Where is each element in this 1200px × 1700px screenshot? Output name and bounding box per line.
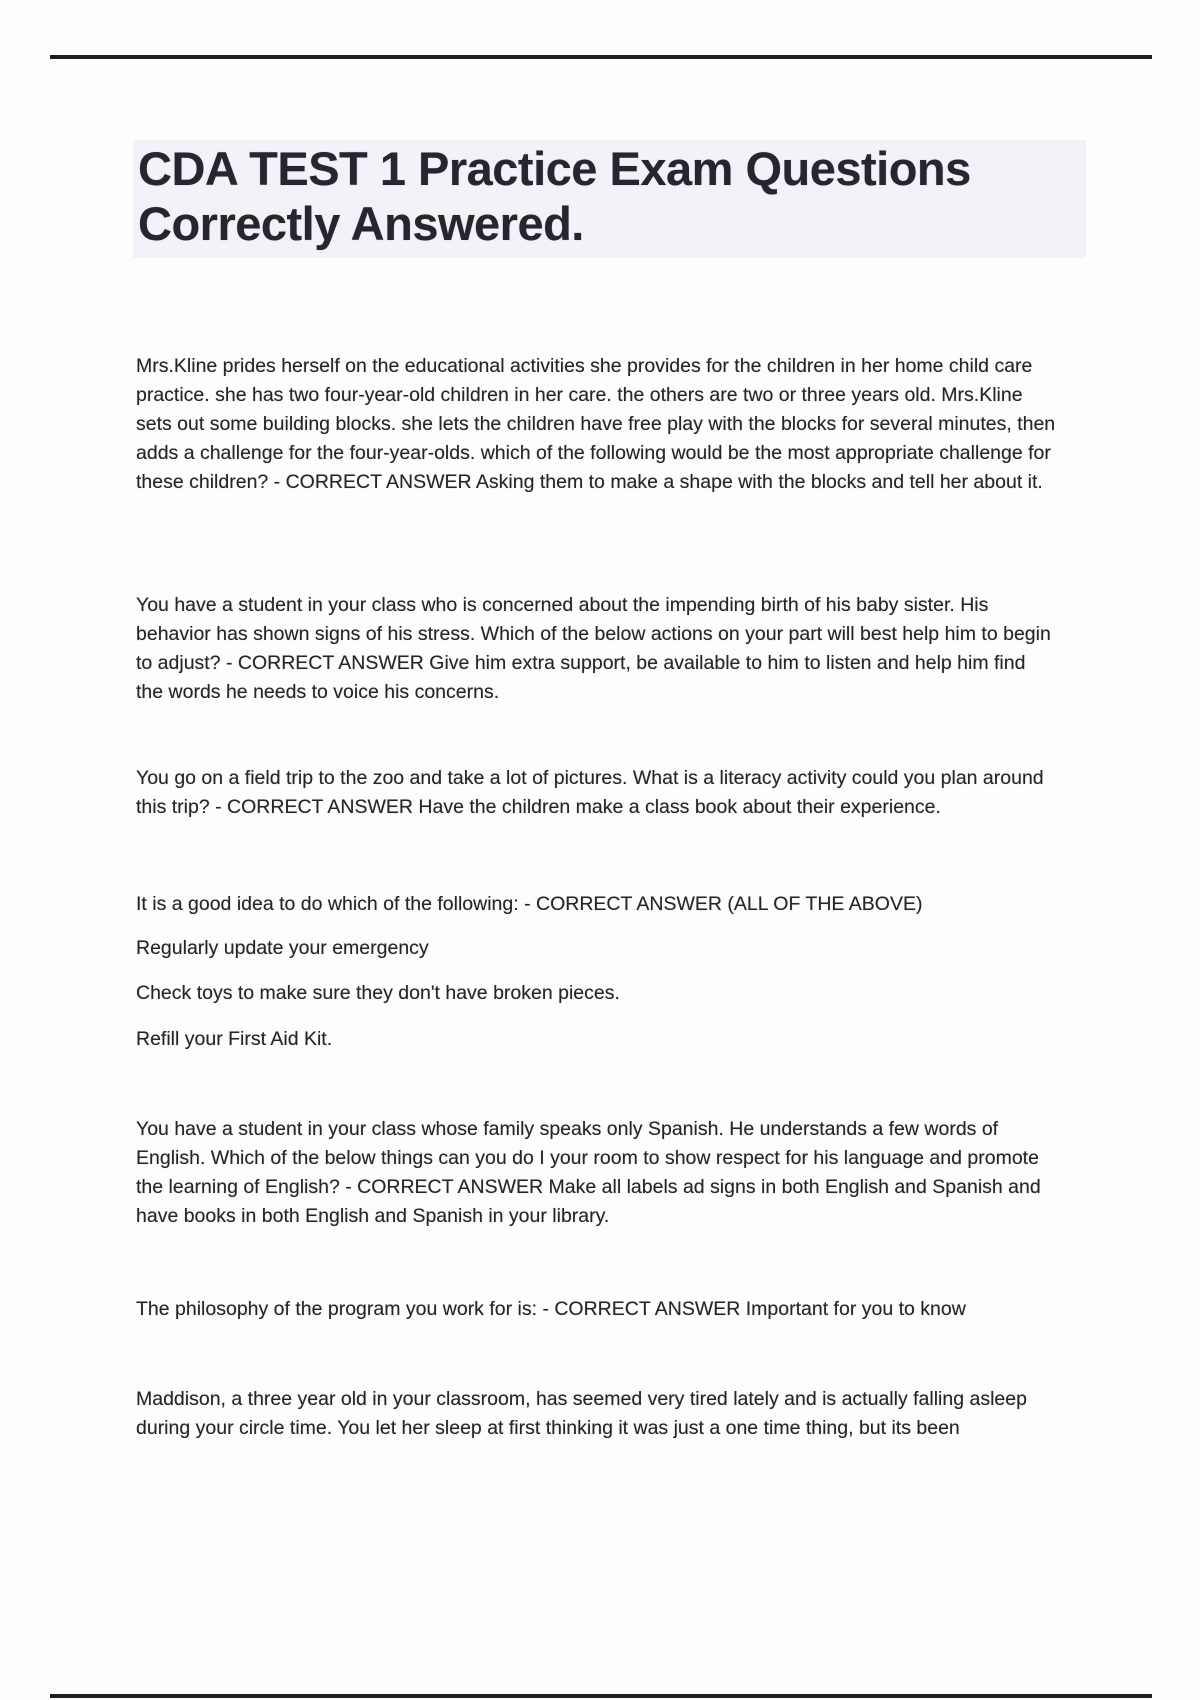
qa-paragraph-5: You have a student in your class whose family speaks only Spanish. He understands a few words of English. Which of the below things can you do I your room to show respect for his language and promote the learning of English? - CORRECT ANSWER Make all labels ad signs in both English and Spanish and have books in both English and Spanish in your library. — [136, 1118, 1041, 1227]
qa-paragraph-7: Maddison, a three year old in your classroom, has seemed very tired lately and is actually falling asleep during your circle time. You let her sleep at first thinking it was just a one time thing, but its been — [136, 1388, 1027, 1439]
qa-paragraph-4: It is a good idea to do which of the following: - CORRECT ANSWER (ALL OF THE ABOVE) — [136, 893, 923, 915]
page-title: CDA TEST 1 Practice Exam Questions Correctly Answered. — [138, 142, 971, 250]
qa-paragraph-2: You have a student in your class who is concerned about the impending birth of his baby sister. His behavior has shown signs of his stress. Which of the below actions on your part will best help him to begin to adjust? - CORRECT ANSWER Give him extra support, be available to him to listen and help him find the words he needs to voice his concerns. — [136, 594, 1051, 703]
bottom-divider — [50, 1694, 1152, 1698]
qa-paragraph-3: You go on a field trip to the zoo and take a lot of pictures. What is a literacy activity could you plan around this trip? - CORRECT ANSWER Have the children make a class book about their experience. — [136, 767, 1044, 818]
qa-paragraph-6: The philosophy of the program you work for is: - CORRECT ANSWER Important for you to know — [136, 1298, 966, 1320]
qa-answer-option-3: Refill your First Aid Kit. — [136, 1028, 333, 1050]
qa-answer-option-2: Check toys to make sure they don't have broken pieces. — [136, 982, 620, 1004]
qa-paragraph-1: Mrs.Kline prides herself on the educational activities she provides for the children in her home child care practice. she has two four-year-old children in her care. the others are two or three years old. Mrs.Kline sets out some building blocks. she lets the children have free play with the blocks for several minutes, then adds a challenge for the four-year-olds. which of the following would be the most appropriate challenge for these children? - CORRECT ANSWER Asking them to make a shape with the blocks and tell her about it. — [136, 355, 1056, 493]
qa-answer-option-1: Regularly update your emergency — [136, 937, 429, 959]
document-body — [136, 0, 1056, 1700]
